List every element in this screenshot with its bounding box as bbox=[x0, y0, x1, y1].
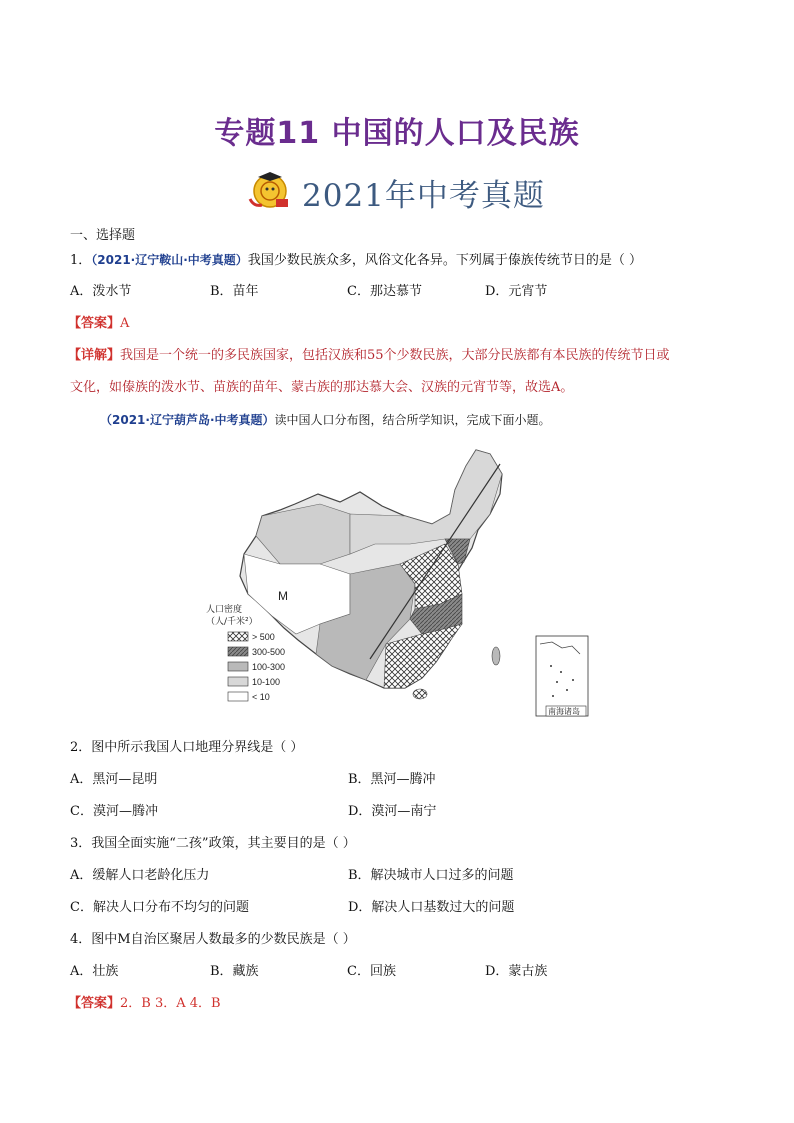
q2-option-b: B．黑河—腾冲 bbox=[348, 772, 436, 787]
legend-swatch-4 bbox=[228, 677, 248, 686]
group-source: （2021·辽宁葫芦岛·中考真题） bbox=[100, 413, 275, 427]
exam-logo-icon bbox=[240, 169, 300, 213]
q4-option-c: C．回族 bbox=[347, 964, 396, 979]
legend-label-2: 300-500 bbox=[252, 647, 286, 657]
q4-option-d: D．蒙古族 bbox=[485, 964, 548, 979]
answer-label-2: 【答案】 bbox=[68, 996, 121, 1011]
option-b: B．苗年 bbox=[210, 284, 259, 299]
question-stem: 我国少数民族众多，风俗文化各异。下列属于傣族传统节日的是（ ） bbox=[247, 253, 642, 268]
detail-line-1 bbox=[68, 346, 670, 366]
legend-title-2: （人/千米²） bbox=[206, 617, 258, 627]
question-1 bbox=[70, 250, 642, 271]
detail-line-2: 文化，如傣族的泼水节、苗族的苗年、蒙古族的那达慕大会、汉族的元宵节等，故选A。 bbox=[70, 380, 574, 395]
legend-label-4: 10-100 bbox=[252, 677, 281, 687]
legend-swatch-2 bbox=[228, 647, 248, 656]
q4-option-b: B．藏族 bbox=[210, 964, 259, 979]
q4-option-a: A．壮族 bbox=[70, 964, 119, 979]
legend-label-1: > 500 bbox=[252, 632, 275, 642]
group-intro bbox=[100, 410, 551, 430]
question-source: （2021·辽宁鞍山·中考真题） bbox=[91, 253, 248, 267]
q2-option-d: D．漠河—南宁 bbox=[348, 804, 437, 819]
group-instruction: 读中国人口分布图，结合所学知识，完成下面小题。 bbox=[274, 413, 551, 427]
answer-value-2: 2．B 3．A 4．B bbox=[120, 996, 221, 1011]
question-number: 1． bbox=[70, 253, 92, 268]
china-population-map bbox=[200, 444, 600, 720]
page-subtitle: 2021年中考真题 bbox=[302, 178, 545, 214]
answer-value: A bbox=[120, 316, 130, 331]
legend-label-5: < 10 bbox=[252, 692, 270, 702]
label-m: M bbox=[278, 589, 288, 603]
option-d: D．元宵节 bbox=[485, 284, 548, 299]
legend-title-1: 人口密度 bbox=[206, 605, 243, 615]
q3-option-b: B．解决城市人口过多的问题 bbox=[348, 868, 514, 883]
question-3: 3．我国全面实施“二孩”政策，其主要目的是（ ） bbox=[70, 836, 356, 851]
detail-text-1: 我国是一个统一的多民族国家，包括汉族和55个少数民族，大部分民族都有本民族的传统节日或 bbox=[120, 348, 670, 363]
detail-label: 【详解】 bbox=[68, 348, 121, 363]
question-4: 4．图中M自治区聚居人数最多的少数民族是（ ） bbox=[70, 932, 356, 947]
legend-swatch-1 bbox=[228, 632, 248, 641]
section-heading: 一、选择题 bbox=[70, 228, 136, 243]
q3-option-d: D．解决人口基数过大的问题 bbox=[348, 900, 515, 915]
answer-label: 【答案】 bbox=[68, 316, 121, 331]
answer-line-2 bbox=[68, 994, 221, 1014]
page-title: 专题11 中国的人口及民族 bbox=[214, 116, 580, 151]
q2-option-c: C．漠河—腾冲 bbox=[70, 804, 158, 819]
option-c: C．那达慕节 bbox=[347, 284, 422, 299]
question-2: 2．图中所示我国人口地理分界线是（ ） bbox=[70, 740, 304, 755]
option-a: A．泼水节 bbox=[70, 284, 132, 299]
answer-line bbox=[68, 314, 129, 334]
taiwan bbox=[492, 647, 500, 665]
legend-swatch-5 bbox=[228, 692, 248, 701]
legend-swatch-3 bbox=[228, 662, 248, 671]
legend-label-3: 100-300 bbox=[252, 662, 286, 672]
q3-option-a: A．缓解人口老龄化压力 bbox=[70, 868, 210, 883]
q2-option-a: A．黑河—昆明 bbox=[70, 772, 158, 787]
inset-label: 南海诸岛 bbox=[548, 707, 580, 716]
hainan bbox=[413, 689, 427, 699]
q3-option-c: C．解决人口分布不均匀的问题 bbox=[70, 900, 249, 915]
